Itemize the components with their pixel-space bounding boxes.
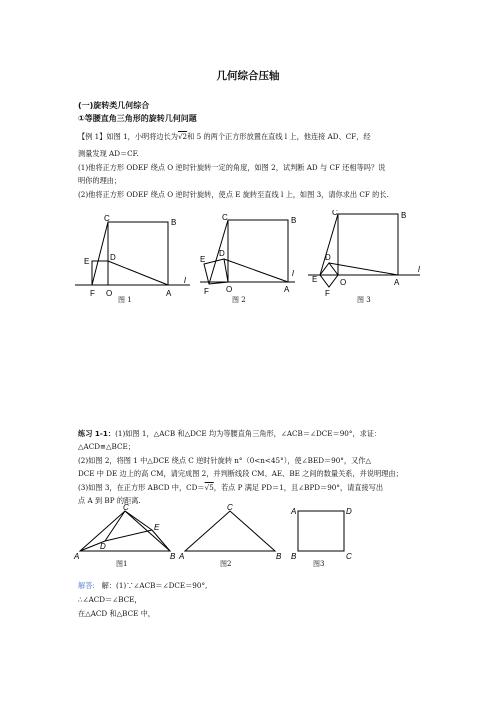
caption-fig1: 图1: [116, 560, 128, 568]
label-B: B: [291, 552, 297, 561]
label-A: A: [291, 507, 297, 516]
label-C: C: [227, 503, 233, 512]
exercise-label: 练习 1-1：: [78, 429, 116, 438]
page-title: 几何综合压轴: [216, 70, 280, 82]
exercise-line-6: 点 A 到 BP 的距离.: [78, 496, 141, 505]
answer-text: 解：(1)∵∠ACB＝∠DCE＝90°,: [101, 581, 208, 590]
section-heading: (一)旋转类几何综合: [78, 101, 150, 110]
caption-fig2: 图 2: [232, 296, 246, 304]
label-O: O: [106, 289, 113, 298]
label-l: l: [292, 269, 294, 278]
example-text: 【例 1】如图 1，小明将边长为: [78, 132, 178, 141]
label-B: B: [170, 552, 176, 561]
label-A: A: [166, 289, 172, 298]
label-D: D: [100, 542, 106, 551]
label-D: D: [325, 253, 331, 262]
label-C: C: [346, 552, 352, 561]
exercise-text: (3)如图 3，在正方形 ABCD 中，CD＝: [78, 483, 205, 492]
example-line-5: (2)他将正方形 ODEF 绕点 O 逆时针旋转，使点 E 旋转至直线 l 上，如图 3，请你求出 CF 的长.: [78, 190, 389, 199]
label-B: B: [276, 552, 282, 561]
caption-fig2: 图2: [220, 560, 232, 568]
exercise-text: ，若点 P 满足 PD＝1，且∠BPD＝90°，请直接写出: [213, 483, 384, 492]
answer-line-3: 在△ACD 和△BCE 中，: [78, 609, 155, 618]
label-A: A: [179, 552, 185, 561]
answer-label: 解答:: [78, 581, 95, 590]
label-l: l: [184, 276, 186, 285]
label-D: D: [219, 249, 225, 258]
label-B: B: [291, 216, 297, 225]
label-F: F: [325, 289, 330, 298]
caption-fig3: 图 3: [357, 296, 371, 304]
label-B: B: [171, 218, 177, 227]
exercise-text: (1)如图 1，△ACB 和△DCE 均为等腰直角三角形，∠ACB＝∠DCE＝90°，求证：: [115, 429, 382, 438]
label-E: E: [84, 257, 90, 266]
label-E: E: [312, 275, 318, 284]
example-line-2: 测量发现 AD＝CF.: [78, 149, 139, 158]
answer-line-1: [78, 580, 423, 592]
label-C: C: [123, 503, 129, 512]
exercise-line-5: [78, 482, 423, 494]
subsection-heading: ①等腰直角三角形的旋转几何问题: [78, 114, 197, 123]
label-E: E: [154, 523, 160, 532]
label-l: l: [418, 265, 420, 274]
example-line-3: (1)他将正方形 ODEF 绕点 O 逆时针旋转一定的角度，如图 2，试判断 AD 与 CF 还相等吗？说: [78, 163, 386, 172]
label-C: C: [332, 210, 338, 217]
label-D: D: [346, 507, 352, 516]
label-D: D: [110, 253, 116, 262]
exercise-line-3: (2)如图 2，将图 1 中△DCE 绕点 C 逆时针旋转 n°（0<n<45°），使∠BED＝90°，又作△: [78, 456, 371, 465]
exercise-line-1: [78, 428, 423, 440]
example-line-4: 明你的理由；: [78, 176, 122, 185]
label-F: F: [204, 287, 209, 296]
exercise-line-2: △ACD≌△BCE；: [78, 442, 135, 451]
label-C: C: [104, 214, 110, 223]
label-C: C: [222, 213, 228, 222]
sqrt5: √5: [204, 483, 214, 492]
label-O: O: [340, 278, 347, 287]
answer-line-2: ∴∠ACD＝∠BCE，: [78, 595, 142, 604]
label-B: B: [401, 211, 407, 220]
example-line-1: [78, 131, 423, 143]
example-text: 和 5 的两个正方形放置在直线 l 上，他连接 AD、CF，经: [187, 132, 371, 141]
label-E: E: [200, 255, 206, 264]
label-A: A: [394, 278, 400, 287]
label-A: A: [284, 285, 290, 294]
exercise-line-4: DCE 中 DE 边上的高 CM，请完成图 2，并判断线段 CM、AE、BE 之间的数量关系，并说明理由；: [78, 469, 403, 478]
caption-fig1: 图 1: [118, 296, 132, 304]
label-A: A: [74, 552, 80, 561]
sqrt2: √2: [177, 132, 188, 141]
caption-fig3: 图3: [313, 560, 325, 568]
label-O: O: [226, 285, 233, 294]
label-F: F: [90, 289, 95, 298]
